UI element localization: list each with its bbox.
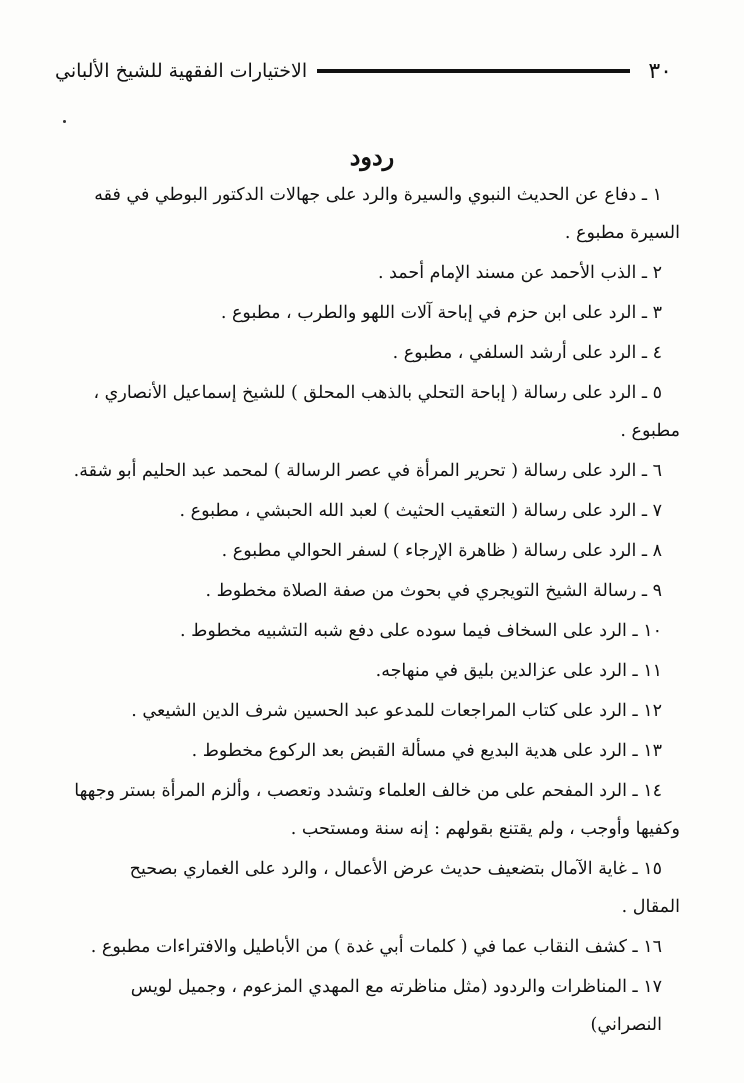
page-number: ٣٠: [648, 58, 672, 84]
entry-line: ١٥ ـ غاية الآمال بتضعيف حديث عرض الأعمال ، والرد على الغماري بصحيح: [129, 859, 662, 879]
entry-line: ٥ ـ الرد على رسالة ( إباحة التحلي بالذهب المحلق ) للشيخ إسماعيل الأنصاري ،: [93, 383, 662, 403]
page-header: [55, 54, 672, 88]
list-item: [58, 572, 680, 610]
list-item: [58, 612, 680, 650]
entry-continuation: وكفيها وأوجب ، ولم يقتنع بقولهم : إنه سنة ومستحب .: [290, 819, 680, 839]
entries-list: [58, 176, 680, 1046]
list-item: [58, 850, 680, 926]
list-item: [58, 294, 680, 332]
entry-line: ١٧ ـ المناظرات والردود (مثل مناظرته مع المهدي المزعوم ، وجميل لويس النصراني): [130, 977, 662, 1035]
list-item: [58, 334, 680, 372]
list-item: [58, 176, 680, 252]
stray-ink-mark: [63, 120, 66, 123]
entry-line: ١٣ ـ الرد على هدية البديع في مسألة القبض بعد الركوع مخطوط .: [191, 741, 662, 761]
entry-line: ٧ ـ الرد على رسالة ( التعقيب الحثيث ) لعبد الله الحبشي ، مطبوع .: [179, 501, 662, 521]
list-item: [58, 732, 680, 770]
list-item: [58, 692, 680, 730]
entry-line: ١٠ ـ الرد على السخاف فيما سوده على دفع شبه التشبيه مخطوط .: [180, 621, 662, 641]
entry-line: ١٤ ـ الرد المفحم على من خالف العلماء وتشدد وتعصب ، وألزم المرأة بستر وجهها: [74, 781, 662, 801]
entry-line: ٨ ـ الرد على رسالة ( ظاهرة الإرجاء ) لسفر الحوالي مطبوع .: [221, 541, 662, 561]
running-title: الاختيارات الفقهية للشيخ الألباني: [55, 60, 308, 82]
list-item: [58, 492, 680, 530]
list-item: [58, 652, 680, 690]
list-item: [58, 452, 680, 490]
entry-line: ٤ ـ الرد على أرشد السلفي ، مطبوع .: [392, 343, 662, 363]
list-item: [58, 968, 680, 1044]
entry-line: ١١ ـ الرد على عزالدين بليق في منهاجه.: [375, 661, 662, 681]
entry-line: ١٦ ـ كشف النقاب عما في ( كلمات أبي غدة ) من الأباطيل والافتراءات مطبوع .: [90, 937, 662, 957]
list-item: [58, 772, 680, 848]
list-item: [58, 254, 680, 292]
entry-line: ٢ ـ الذب الأحمد عن مسند الإمام أحمد .: [378, 263, 662, 283]
header-rule: [317, 69, 630, 73]
list-item: [58, 928, 680, 966]
list-item: [58, 532, 680, 570]
section-title: ردود: [349, 142, 395, 171]
entry-line: ٦ ـ الرد على رسالة ( تحرير المرأة في عصر الرسالة ) لمحمد عبد الحليم أبو شقة.: [73, 461, 662, 481]
entry-continuation: السيرة مطبوع .: [564, 223, 680, 243]
entry-line: ٣ ـ الرد على ابن حزم في إباحة آلات اللهو والطرب ، مطبوع .: [220, 303, 662, 323]
entry-continuation: المقال .: [621, 897, 680, 917]
list-item: [58, 374, 680, 450]
entry-line: ٩ ـ رسالة الشيخ التويجري في بحوث من صفة الصلاة مخطوط .: [205, 581, 662, 601]
entry-continuation: مطبوع .: [620, 421, 680, 441]
entry-line: ١ ـ دفاع عن الحديث النبوي والسيرة والرد على جهالات الدكتور البوطي في فقه: [94, 185, 662, 205]
entry-line: ١٢ ـ الرد على كتاب المراجعات للمدعو عبد الحسين شرف الدين الشيعي .: [131, 701, 662, 721]
